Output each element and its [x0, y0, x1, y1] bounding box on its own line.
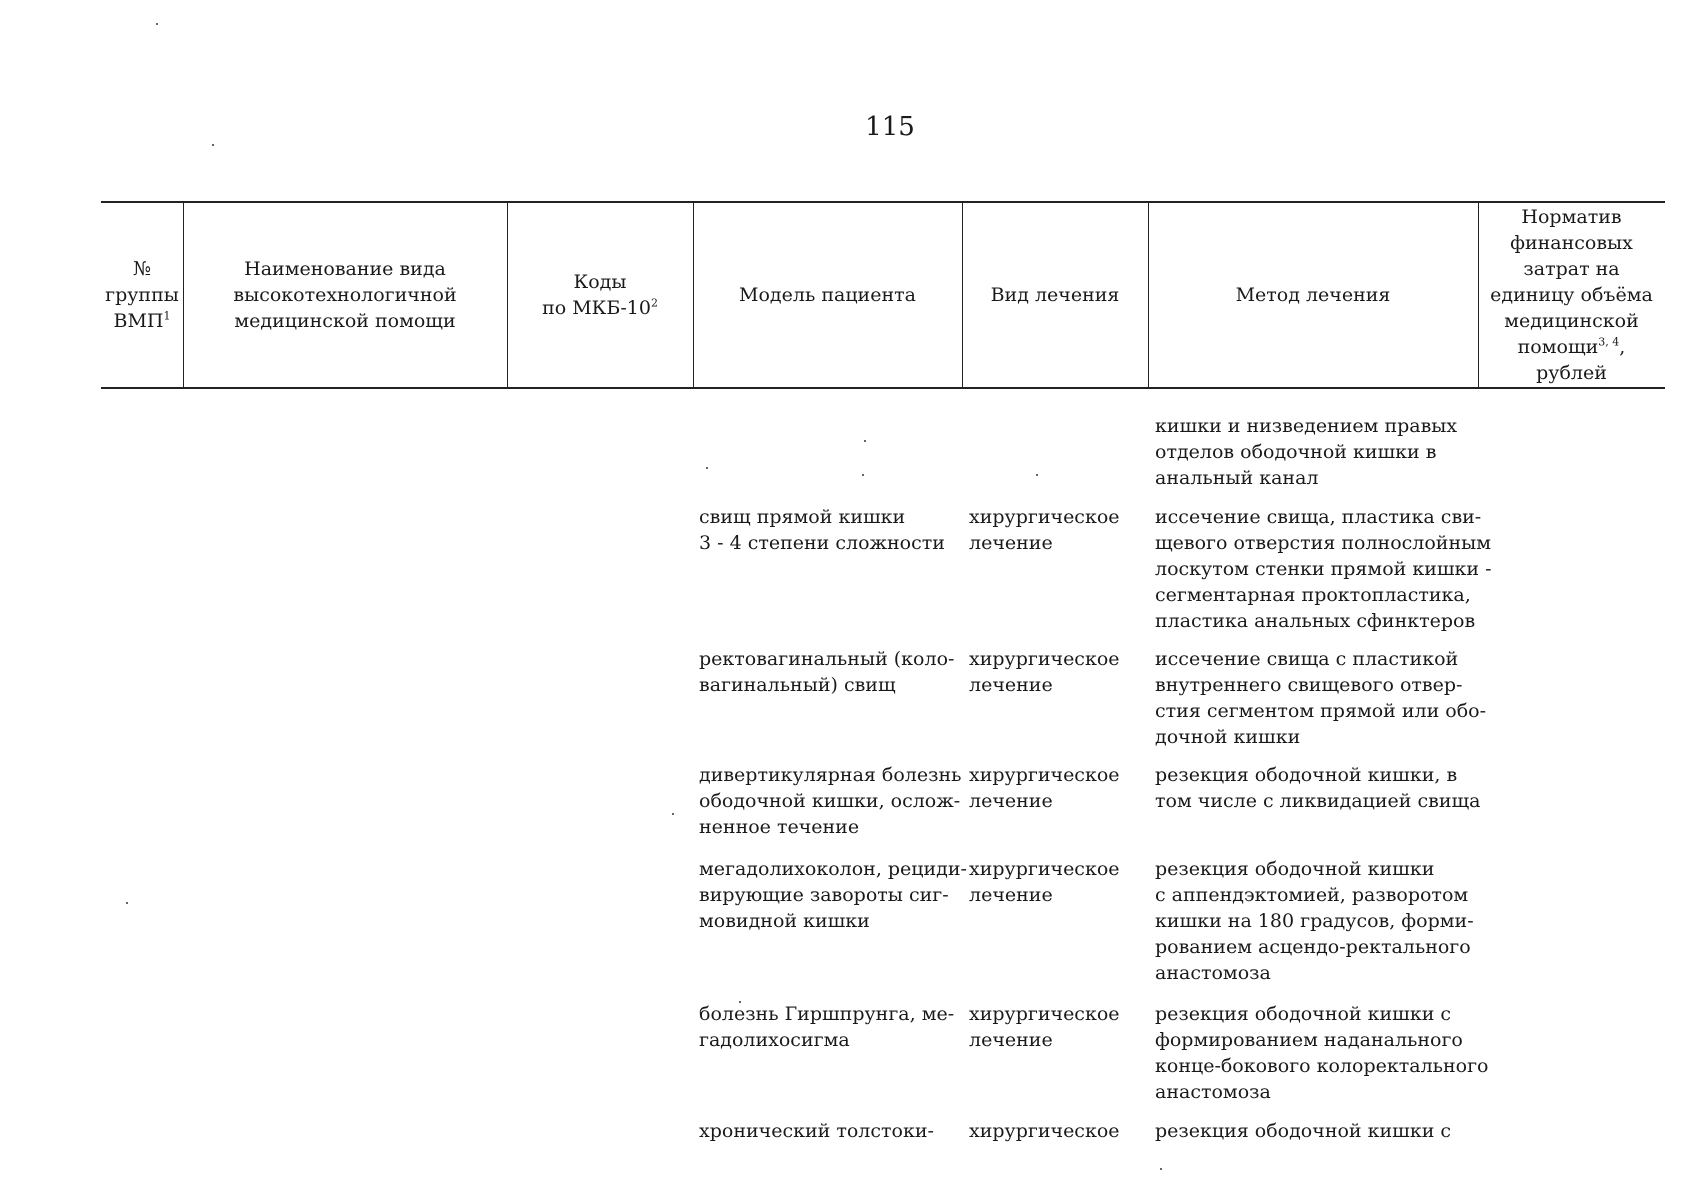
patient-model-cell: мегадолихоколон, рециди- вирующие завороты сиг- мовидной кишки — [699, 858, 967, 932]
header-treatment-type: Вид лечения — [990, 284, 1120, 306]
scan-speck — [739, 1001, 741, 1003]
table-header — [101, 201, 1665, 389]
scan-speck — [862, 474, 864, 476]
scan-speck — [1160, 1168, 1162, 1170]
header-cost-standard: Норматив финансовых затрат на единицу объёма медицинской помощи$^{3, 4}$, рублей — [1490, 206, 1653, 384]
patient-model-cell: ректовагинальный (коло- вагинальный) свищ — [699, 648, 955, 696]
treatment-type-cell: хирургическое лечение — [969, 858, 1120, 906]
treatment-type-cell: хирургическое — [969, 1120, 1120, 1142]
treatment-method-cell: резекция ободочной кишки с аппендэктомией, разворотом кишки на 180 градусов, форми- рованием асцендо-ректального анастомоза — [1155, 858, 1474, 984]
treatment-method-cell: иссечение свища с пластикой внутреннего свищевого отвер- стия сегментом прямой или обо- дочной кишки — [1155, 648, 1487, 748]
treatment-type-cell: хирургическое лечение — [969, 1003, 1120, 1051]
patient-model-cell: дивертикулярная болезнь ободочной кишки, ослож- ненное течение — [699, 764, 962, 838]
treatment-type-cell: хирургическое лечение — [969, 764, 1120, 812]
scan-speck — [126, 902, 128, 904]
treatment-method-cell: резекция ободочной кишки, в том числе с ликвидацией свища — [1155, 764, 1481, 812]
header-patient-model: Модель пациента — [739, 284, 916, 306]
header-group-number: № группы ВМП$^1$ — [105, 258, 179, 332]
scan-speck — [864, 440, 866, 442]
treatment-method-cell: резекция ободочной кишки с — [1155, 1120, 1452, 1142]
scan-speck — [1036, 474, 1038, 476]
patient-model-cell: болезнь Гиршпрунга, ме- гадолихосигма — [699, 1003, 955, 1051]
page-number: 115 — [865, 112, 915, 142]
treatment-type-cell: хирургическое лечение — [969, 648, 1120, 696]
header-care-type-name: Наименование вида высокотехнологичной медицинской помощи — [233, 258, 457, 332]
patient-model-cell: хронический толстоки- — [699, 1120, 934, 1142]
scan-speck — [212, 144, 214, 146]
treatment-method-cell: кишки и низведением правых отделов ободочной кишки в анальный канал — [1155, 415, 1458, 489]
treatment-method-cell: иссечение свища, пластика сви- щевого отверстия полнослойным лоскутом стенки прямой кишки - сегментарная проктопластика, пластика анальных сфинктеров — [1155, 506, 1492, 632]
scan-speck — [706, 467, 708, 469]
treatment-type-cell: хирургическое лечение — [969, 506, 1120, 554]
header-icd-codes: Коды по МКБ-$10^2$ — [542, 271, 658, 319]
treatment-method-cell: резекция ободочной кишки с формированием наданального конце-бокового колоректального анастомоза — [1155, 1003, 1489, 1103]
scan-speck — [672, 813, 674, 815]
scan-speck — [156, 23, 158, 25]
header-treatment-method: Метод лечения — [1235, 284, 1391, 306]
patient-model-cell: свищ прямой кишки 3 - 4 степени сложности — [699, 506, 945, 554]
